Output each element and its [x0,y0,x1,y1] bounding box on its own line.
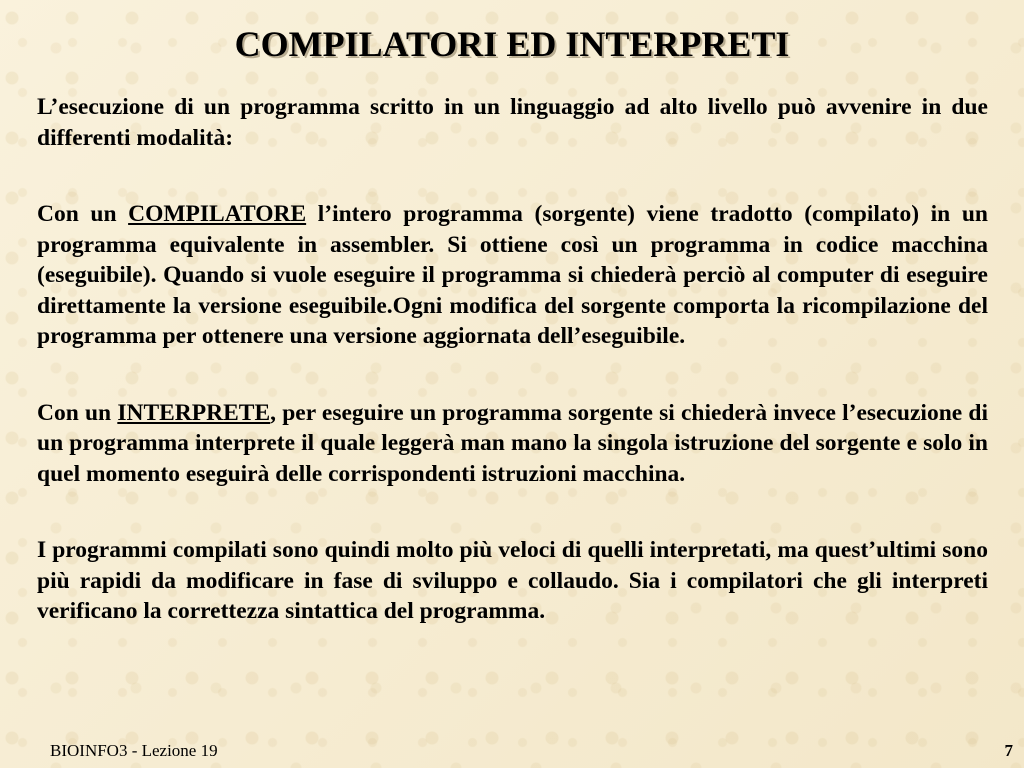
paragraph-intro: L’esecuzione di un programma scritto in un linguaggio ad alto livello può avvenire in due differenti modalità: [37,94,988,151]
paragraph-compiler-lead: Con un [37,201,129,227]
paragraph-interpreter [37,398,988,490]
term-interprete: INTERPRETE [117,399,271,426]
paragraph-interpreter-text: , per eseguire un programma sorgente si chiederà invece l’esecuzione di un programma interprete il quale leggerà man mano la singola istruzione del sorgente e solo in quel momento eseguirà delle corrispondenti istruzioni macchina. [37,399,988,487]
slide-title: COMPILATORI ED INTERPRETI [234,24,790,64]
footer-course-label: BIOINFO3 - Lezione 19 [50,741,218,760]
paragraph-compiler-text: l’intero programma (sorgente) viene tradotto (compilato) in un programma equivalente in assembler. Si ottiene così un programma in codice macchina (eseguibile). Quando si vuole eseguire il programma si chiederà perciò al computer di eseguire direttamente la versione eseguibile.Ogni modifica del sorgente comporta la ricompilazione del programma per ottenere una versione aggiornata dell’eseguibile. [37,201,988,349]
paragraph-compiler [37,199,988,352]
slide-body [37,92,988,627]
term-compilatore: COMPILATORE [128,201,307,227]
paragraph-conclusion: I programmi compilati sono quindi molto più veloci di quelli interpretati, ma quest’ultimi sono più rapidi da modificare in fase di sviluppo e collaudo. Sia i compilatori che gli interpreti verificano la correttezza sintattica del programma. [37,537,988,624]
footer-page-number: 7 [1004,741,1013,760]
paragraph-interpreter-lead: Con un [37,399,118,426]
